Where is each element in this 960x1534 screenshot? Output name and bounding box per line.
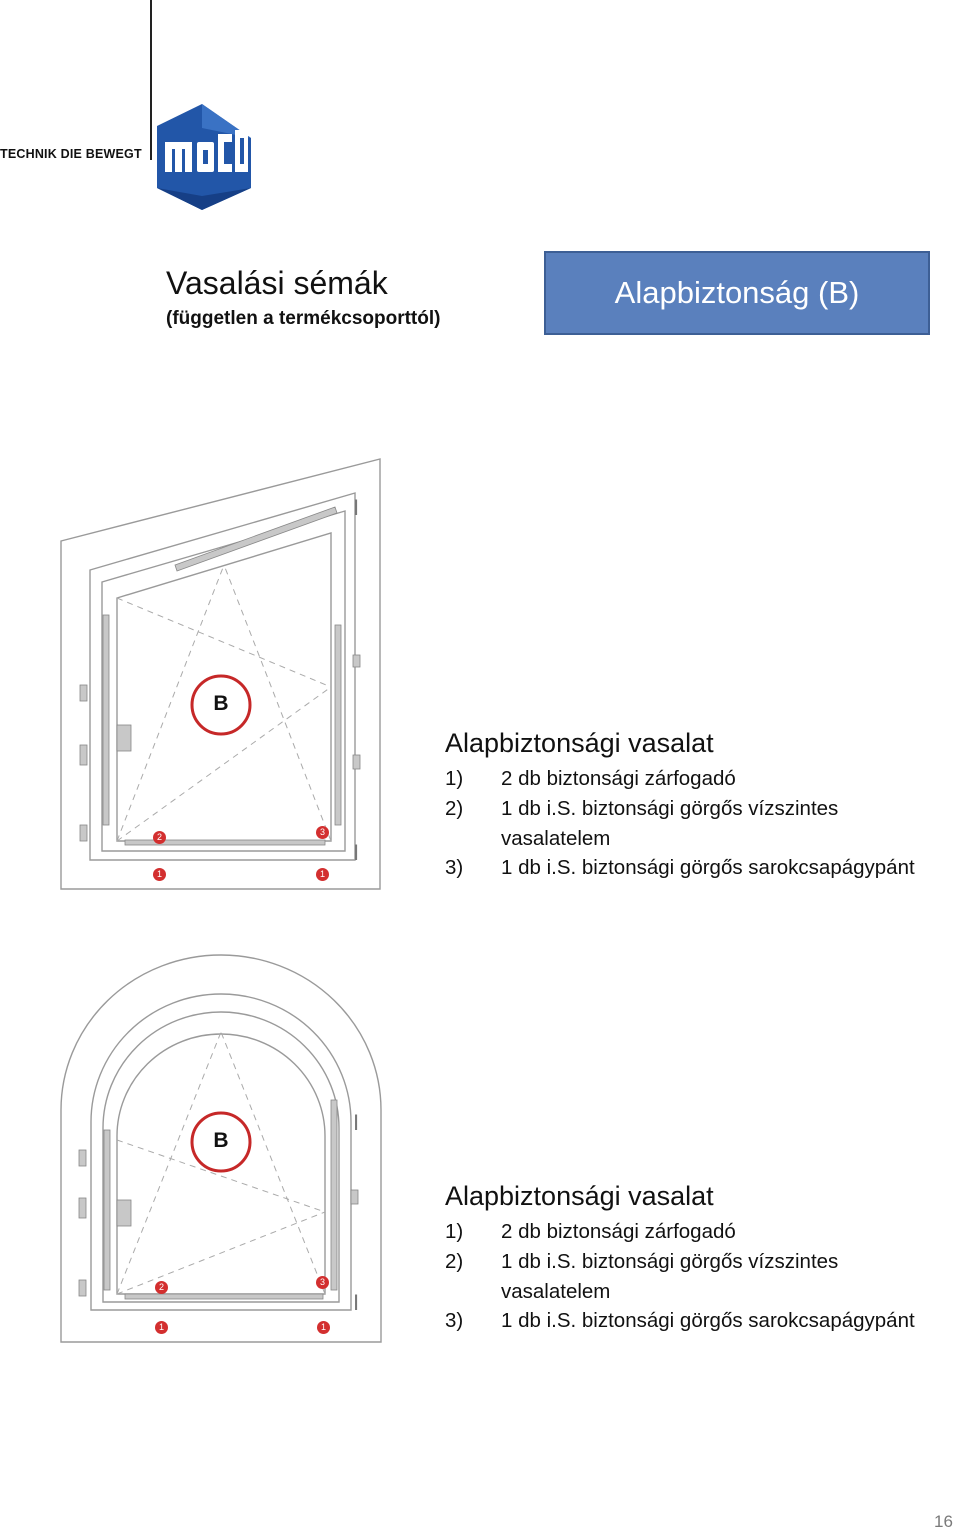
list-item-text: 1 db i.S. biztonsági görgős sarokcsapágypánt	[501, 1309, 915, 1332]
list-item-number: 3)	[445, 1309, 464, 1332]
marker-3: 3	[316, 826, 329, 839]
svg-text:I: I	[353, 840, 360, 865]
list-item-text: 1 db i.S. biztonsági görgős vízszintes vasalatelem	[501, 1250, 839, 1303]
marker-3: 3	[316, 1276, 329, 1289]
page-title: Vasalási sémák	[166, 265, 388, 301]
category-banner-label: Alapbiztonság (B)	[614, 275, 860, 310]
marker-2: 2	[153, 831, 166, 844]
svg-text:I: I	[353, 495, 360, 520]
header-divider	[150, 0, 152, 160]
marker-1: 1	[316, 868, 329, 881]
page-subtitle: (független a termékcsoporttól)	[166, 308, 441, 329]
list-item-number: 2)	[445, 1250, 464, 1273]
marker-1: 1	[155, 1321, 168, 1334]
list-item-text: 2 db biztonsági zárfogadó	[501, 1220, 736, 1243]
section-heading: Alapbiztonsági vasalat	[445, 1181, 714, 1211]
page-number: 16	[934, 1512, 953, 1531]
marker-2: 2	[155, 1281, 168, 1294]
list-item-text: 2 db biztonsági zárfogadó	[501, 767, 736, 790]
marker-1: 1	[153, 868, 166, 881]
maco-logo	[155, 104, 253, 217]
list-item-number: 1)	[445, 1220, 464, 1243]
badge-letter: B	[213, 692, 229, 715]
list-item-number: 3)	[445, 856, 464, 879]
badge-letter: B	[213, 1129, 229, 1152]
list-item-number: 2)	[445, 797, 464, 820]
company-slogan: TECHNIK DIE BEWEGT	[0, 147, 142, 161]
section-heading: Alapbiztonsági vasalat	[445, 728, 714, 758]
list-item-text: 1 db i.S. biztonsági görgős sarokcsapágypánt	[501, 856, 915, 879]
svg-text:I: I	[353, 1110, 360, 1135]
list-item-number: 1)	[445, 767, 464, 790]
svg-text:I: I	[353, 1290, 360, 1315]
category-banner	[544, 251, 930, 335]
list-item-text: 1 db i.S. biztonsági görgős vízszintes vasalatelem	[501, 797, 839, 850]
marker-1: 1	[317, 1321, 330, 1334]
